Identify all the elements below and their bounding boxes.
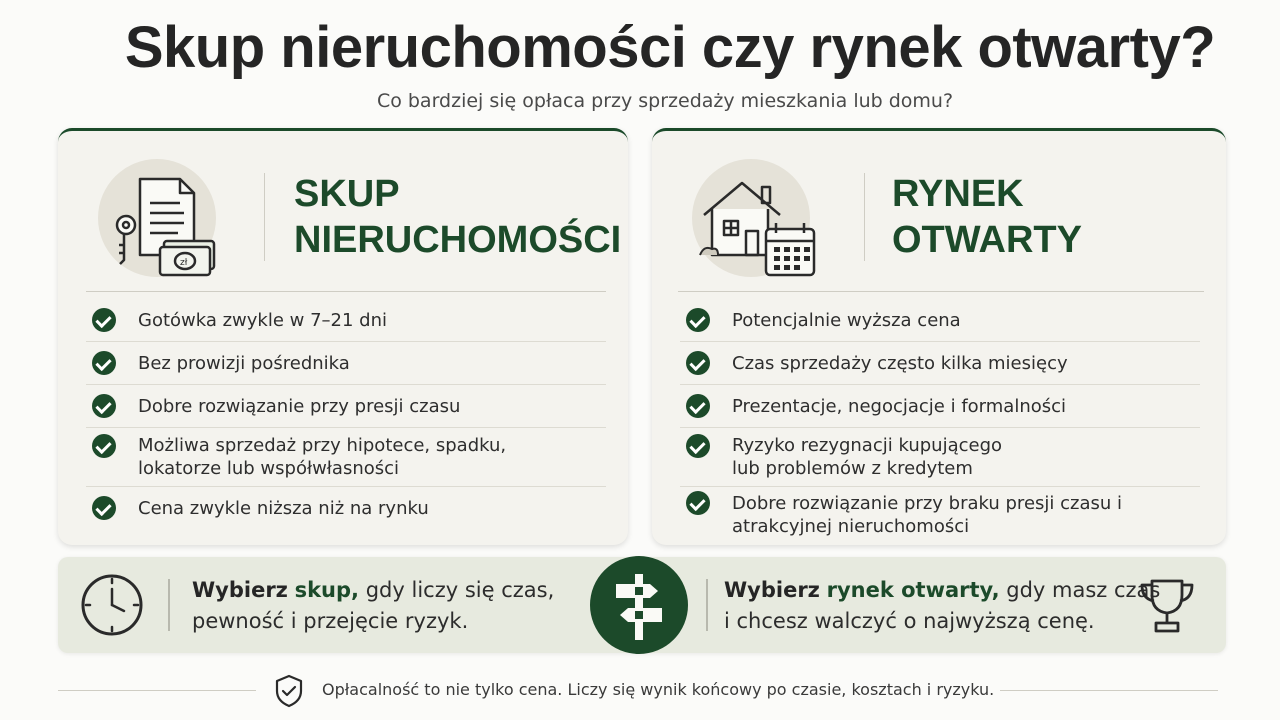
list-item: Możliwa sprzedaż przy hipotece, spadku, lokatorze lub współwłasności: [86, 428, 606, 487]
check-icon: [686, 434, 710, 458]
check-icon: [92, 351, 116, 375]
footer-note: Opłacalność to nie tylko cena. Liczy się wynik końcowy po czasie, kosztach i ryzyku.: [322, 680, 995, 699]
page-subtitle: Co bardziej się opłaca przy sprzedaży mieszkania lub domu?: [376, 90, 954, 112]
clock-icon: [80, 573, 144, 637]
list-item: Ryzyko rezygnacji kupującego lub problemów z kredytem: [680, 428, 1200, 487]
list-item: Prezentacje, negocjacje i formalności: [680, 385, 1200, 428]
check-icon: [686, 394, 710, 418]
summary-skup: Wybierz skup, gdy liczy się czas, pewność i przejęcie ryzyk.: [192, 578, 555, 633]
list-item: Gotówka zwykle w 7–21 dni: [86, 299, 606, 342]
list-item: Bez prowizji pośrednika: [86, 342, 606, 385]
list-item: Potencjalnie wyższa cena: [680, 299, 1200, 342]
list-item: Dobre rozwiązanie przy presji czasu: [86, 385, 606, 428]
check-icon: [92, 308, 116, 332]
list-item: Dobre rozwiązanie przy braku presji czasu i atrakcyjnej nieruchomości: [680, 487, 1200, 543]
check-icon: [92, 434, 116, 458]
rynek-list: [680, 299, 1200, 543]
check-icon: [92, 394, 116, 418]
summary-rynek: Wybierz rynek otwarty, gdy masz czas i chcesz walczyć o najwyższą cenę.: [724, 578, 1161, 633]
card-heading-skup: SKUP NIERUCHOMOŚCI: [294, 173, 622, 261]
trophy-icon: [1134, 575, 1200, 637]
house-calendar-icon: [682, 149, 822, 289]
list-item: Cena zwykle niższa niż na rynku: [86, 487, 606, 529]
card-heading-rynek: RYNEK OTWARTY: [892, 173, 1082, 261]
card-skup: [58, 128, 628, 545]
page-title: Skup nieruchomości czy rynek otwarty?: [124, 15, 1216, 80]
skup-list: [86, 299, 606, 529]
list-item: Czas sprzedaży często kilka miesięcy: [680, 342, 1200, 385]
card-rynek: [652, 128, 1226, 545]
check-icon: [686, 308, 710, 332]
check-icon: [92, 496, 116, 520]
document-key-money-icon: [88, 149, 228, 289]
shield-check-icon: [274, 674, 304, 708]
check-icon: [686, 491, 710, 515]
signpost-icon: [590, 556, 688, 654]
svg-text:zł: zł: [180, 258, 188, 268]
check-icon: [686, 351, 710, 375]
